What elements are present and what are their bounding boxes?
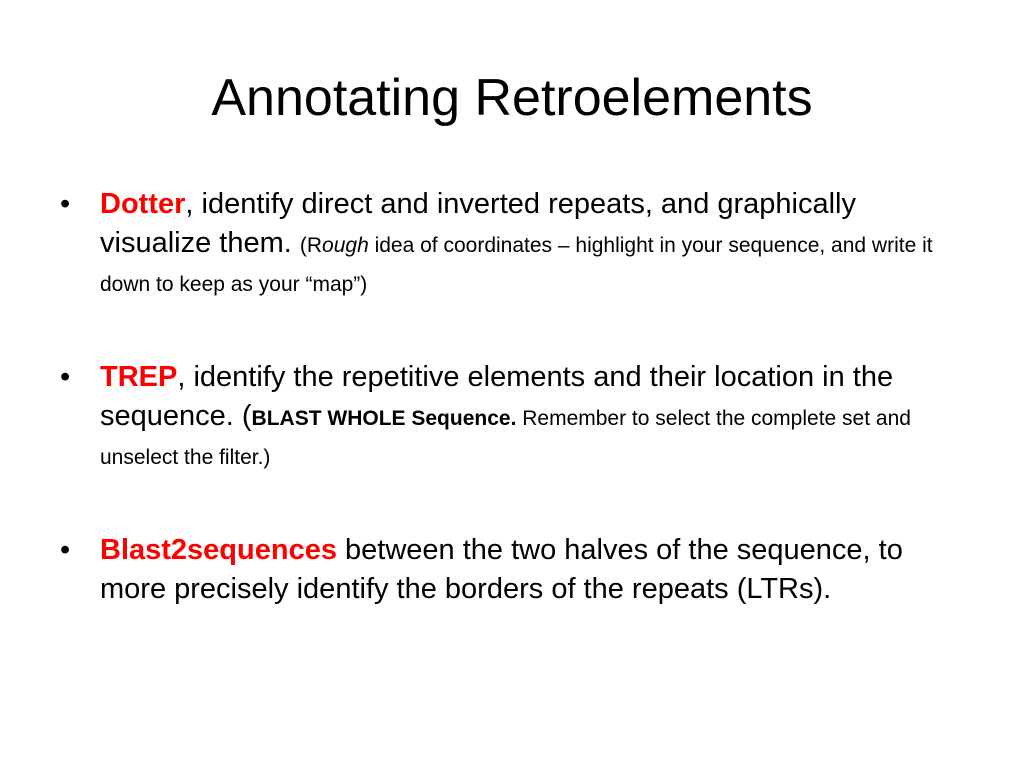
bullet-keyword: TREP: [100, 361, 178, 393]
bullet-note-rest: idea of coordinates – highlight in your sequence, and write it down to keep as your “map”): [100, 234, 933, 296]
slide-title: Annotating Retroelements: [211, 69, 813, 127]
bullet-text: between the two halves of the sequence, to more precisely identify the borders of the repeats (LTRs).: [100, 534, 903, 605]
bullet-glyph: •: [60, 188, 71, 220]
bullet-note-open: (R: [299, 234, 323, 257]
bullet-item-dotter: [60, 185, 970, 302]
bullet-glyph: •: [60, 361, 71, 393]
bullet-text: , identify direct and inverted repeats, and graphically visualize them.: [100, 188, 857, 259]
bullet-keyword: Blast2sequences: [100, 534, 337, 566]
bullet-note-italic: ough: [322, 234, 369, 257]
bullet-item-trep: [60, 358, 970, 475]
bullet-text: , identify the repetitive elements and their location in the sequence. (: [100, 361, 894, 432]
bullet-note-rest: Remember to select the complete set and unselect the filter.): [100, 407, 911, 469]
bullet-list: [60, 185, 970, 609]
bullet-item-blast2sequences: [60, 531, 970, 609]
bullet-note-bold: BLAST WHOLE Sequence.: [251, 407, 517, 430]
bullet-glyph: •: [60, 534, 71, 566]
bullet-keyword: Dotter: [100, 188, 186, 220]
